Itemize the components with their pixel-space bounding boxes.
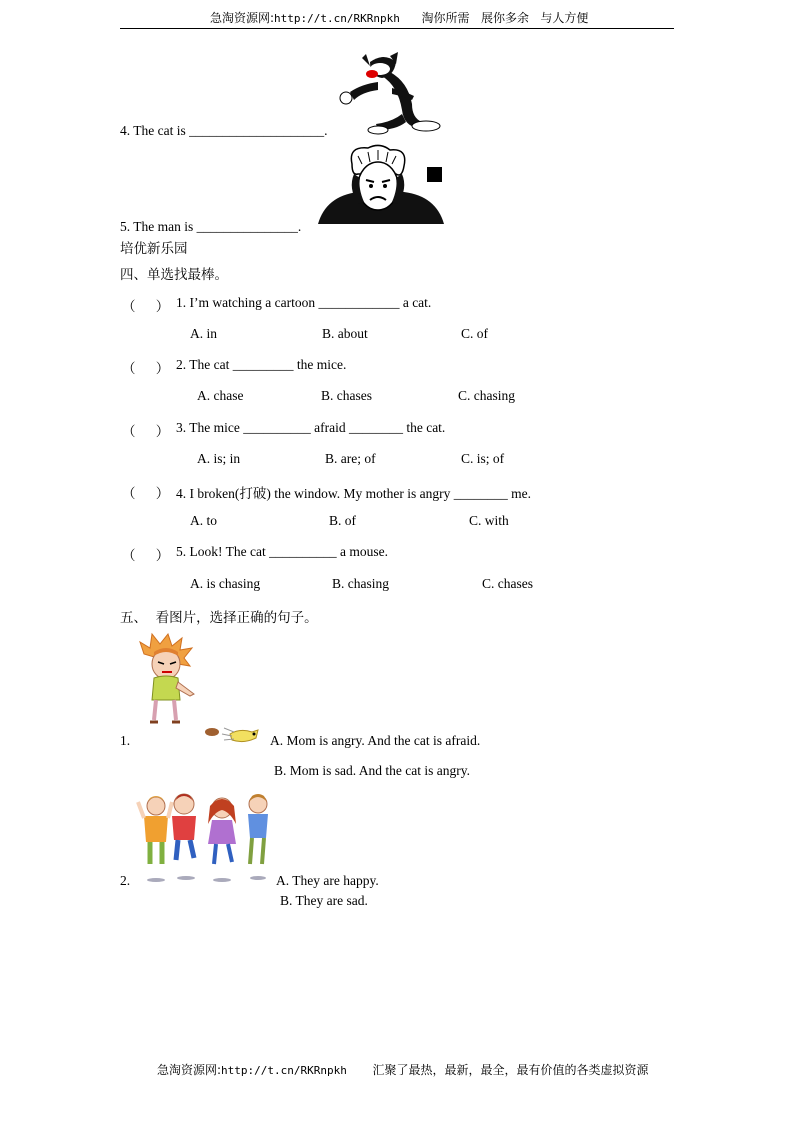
item2-option-a[interactable]: A. They are happy. (276, 873, 379, 888)
header-rule (120, 28, 674, 29)
footer (157, 1061, 649, 1078)
section-label: 培优新乐园 (120, 241, 188, 257)
q4-option-a[interactable]: A. to (190, 513, 217, 528)
bracket-3: （ ） (122, 424, 170, 439)
q1-stem: 1. I’m watching a cartoon ____________ a cat. (176, 295, 432, 310)
header-slogan: 淘你所需 展你多余 与人方便 (421, 11, 589, 25)
footer-slogan: 汇聚了最热，最新，最全，最有价值的各类虚拟资源 (372, 1063, 649, 1077)
angry-mom-illustration (138, 634, 194, 726)
q3-option-a[interactable]: A. is; in (197, 451, 241, 466)
fill-q5: 5. The man is _______________. (120, 219, 302, 234)
section5-title: 五、 看图片，选择正确的句子。 (120, 610, 318, 626)
bracket-2: （ ） (122, 361, 170, 376)
happy-kids-illustration (138, 790, 274, 884)
bracket-5: （ ） (122, 548, 170, 563)
kid-1 (138, 796, 172, 882)
bracket-1: （ ） (122, 299, 170, 314)
q3-stem: 3. The mice __________ afraid ________ the cat. (176, 420, 446, 435)
item1-option-b[interactable]: B. Mom is sad. And the cat is angry. (274, 763, 470, 778)
q4-option-b[interactable]: B. of (329, 513, 356, 528)
q2-option-a[interactable]: A. chase (197, 388, 244, 403)
kid-2 (172, 794, 196, 880)
q5-option-c[interactable]: C. chases (482, 576, 533, 591)
q1-option-b[interactable]: B. about (322, 326, 368, 341)
running-cat-illustration (204, 724, 260, 746)
answer-box (427, 167, 442, 182)
q1-option-c[interactable]: C. of (461, 326, 488, 341)
q4-option-c[interactable]: C. with (469, 513, 509, 528)
cat-illustration (332, 52, 444, 136)
item1-option-a[interactable]: A. Mom is angry. And the cat is afraid. (270, 733, 481, 748)
q3-option-c[interactable]: C. is; of (461, 451, 505, 466)
q2-option-b[interactable]: B. chases (321, 388, 372, 403)
item1-number: 1. (120, 733, 131, 748)
header-site: 急淘资源网: (210, 11, 275, 25)
footer-site: 急淘资源网: (157, 1063, 222, 1077)
fill-q4: 4. The cat is ____________________. (120, 123, 328, 138)
item2-number: 2. (120, 873, 131, 888)
section4-title: 四、单选找最棒。 (120, 267, 228, 283)
q5-stem: 5. Look! The cat __________ a mouse. (176, 544, 388, 559)
item2-option-b[interactable]: B. They are sad. (280, 893, 368, 908)
bracket-4: （ ） (122, 486, 170, 501)
q3-option-b[interactable]: B. are; of (325, 451, 376, 466)
q5-option-b[interactable]: B. chasing (332, 576, 389, 591)
kid-4 (248, 794, 268, 880)
q2-stem: 2. The cat _________ the mice. (176, 357, 347, 372)
header-url[interactable]: http://t.cn/RKRnpkh (274, 12, 400, 25)
q5-option-a[interactable]: A. is chasing (190, 576, 261, 591)
header (210, 9, 588, 26)
q2-option-c[interactable]: C. chasing (458, 388, 515, 403)
upset-man-illustration (318, 144, 444, 224)
kid-3 (208, 798, 236, 882)
q4-stem: 4. I broken(打破) the window. My mother is angry ________ me. (176, 486, 531, 501)
footer-url[interactable]: http://t.cn/RKRnpkh (221, 1064, 347, 1077)
q1-option-a[interactable]: A. in (190, 326, 217, 341)
